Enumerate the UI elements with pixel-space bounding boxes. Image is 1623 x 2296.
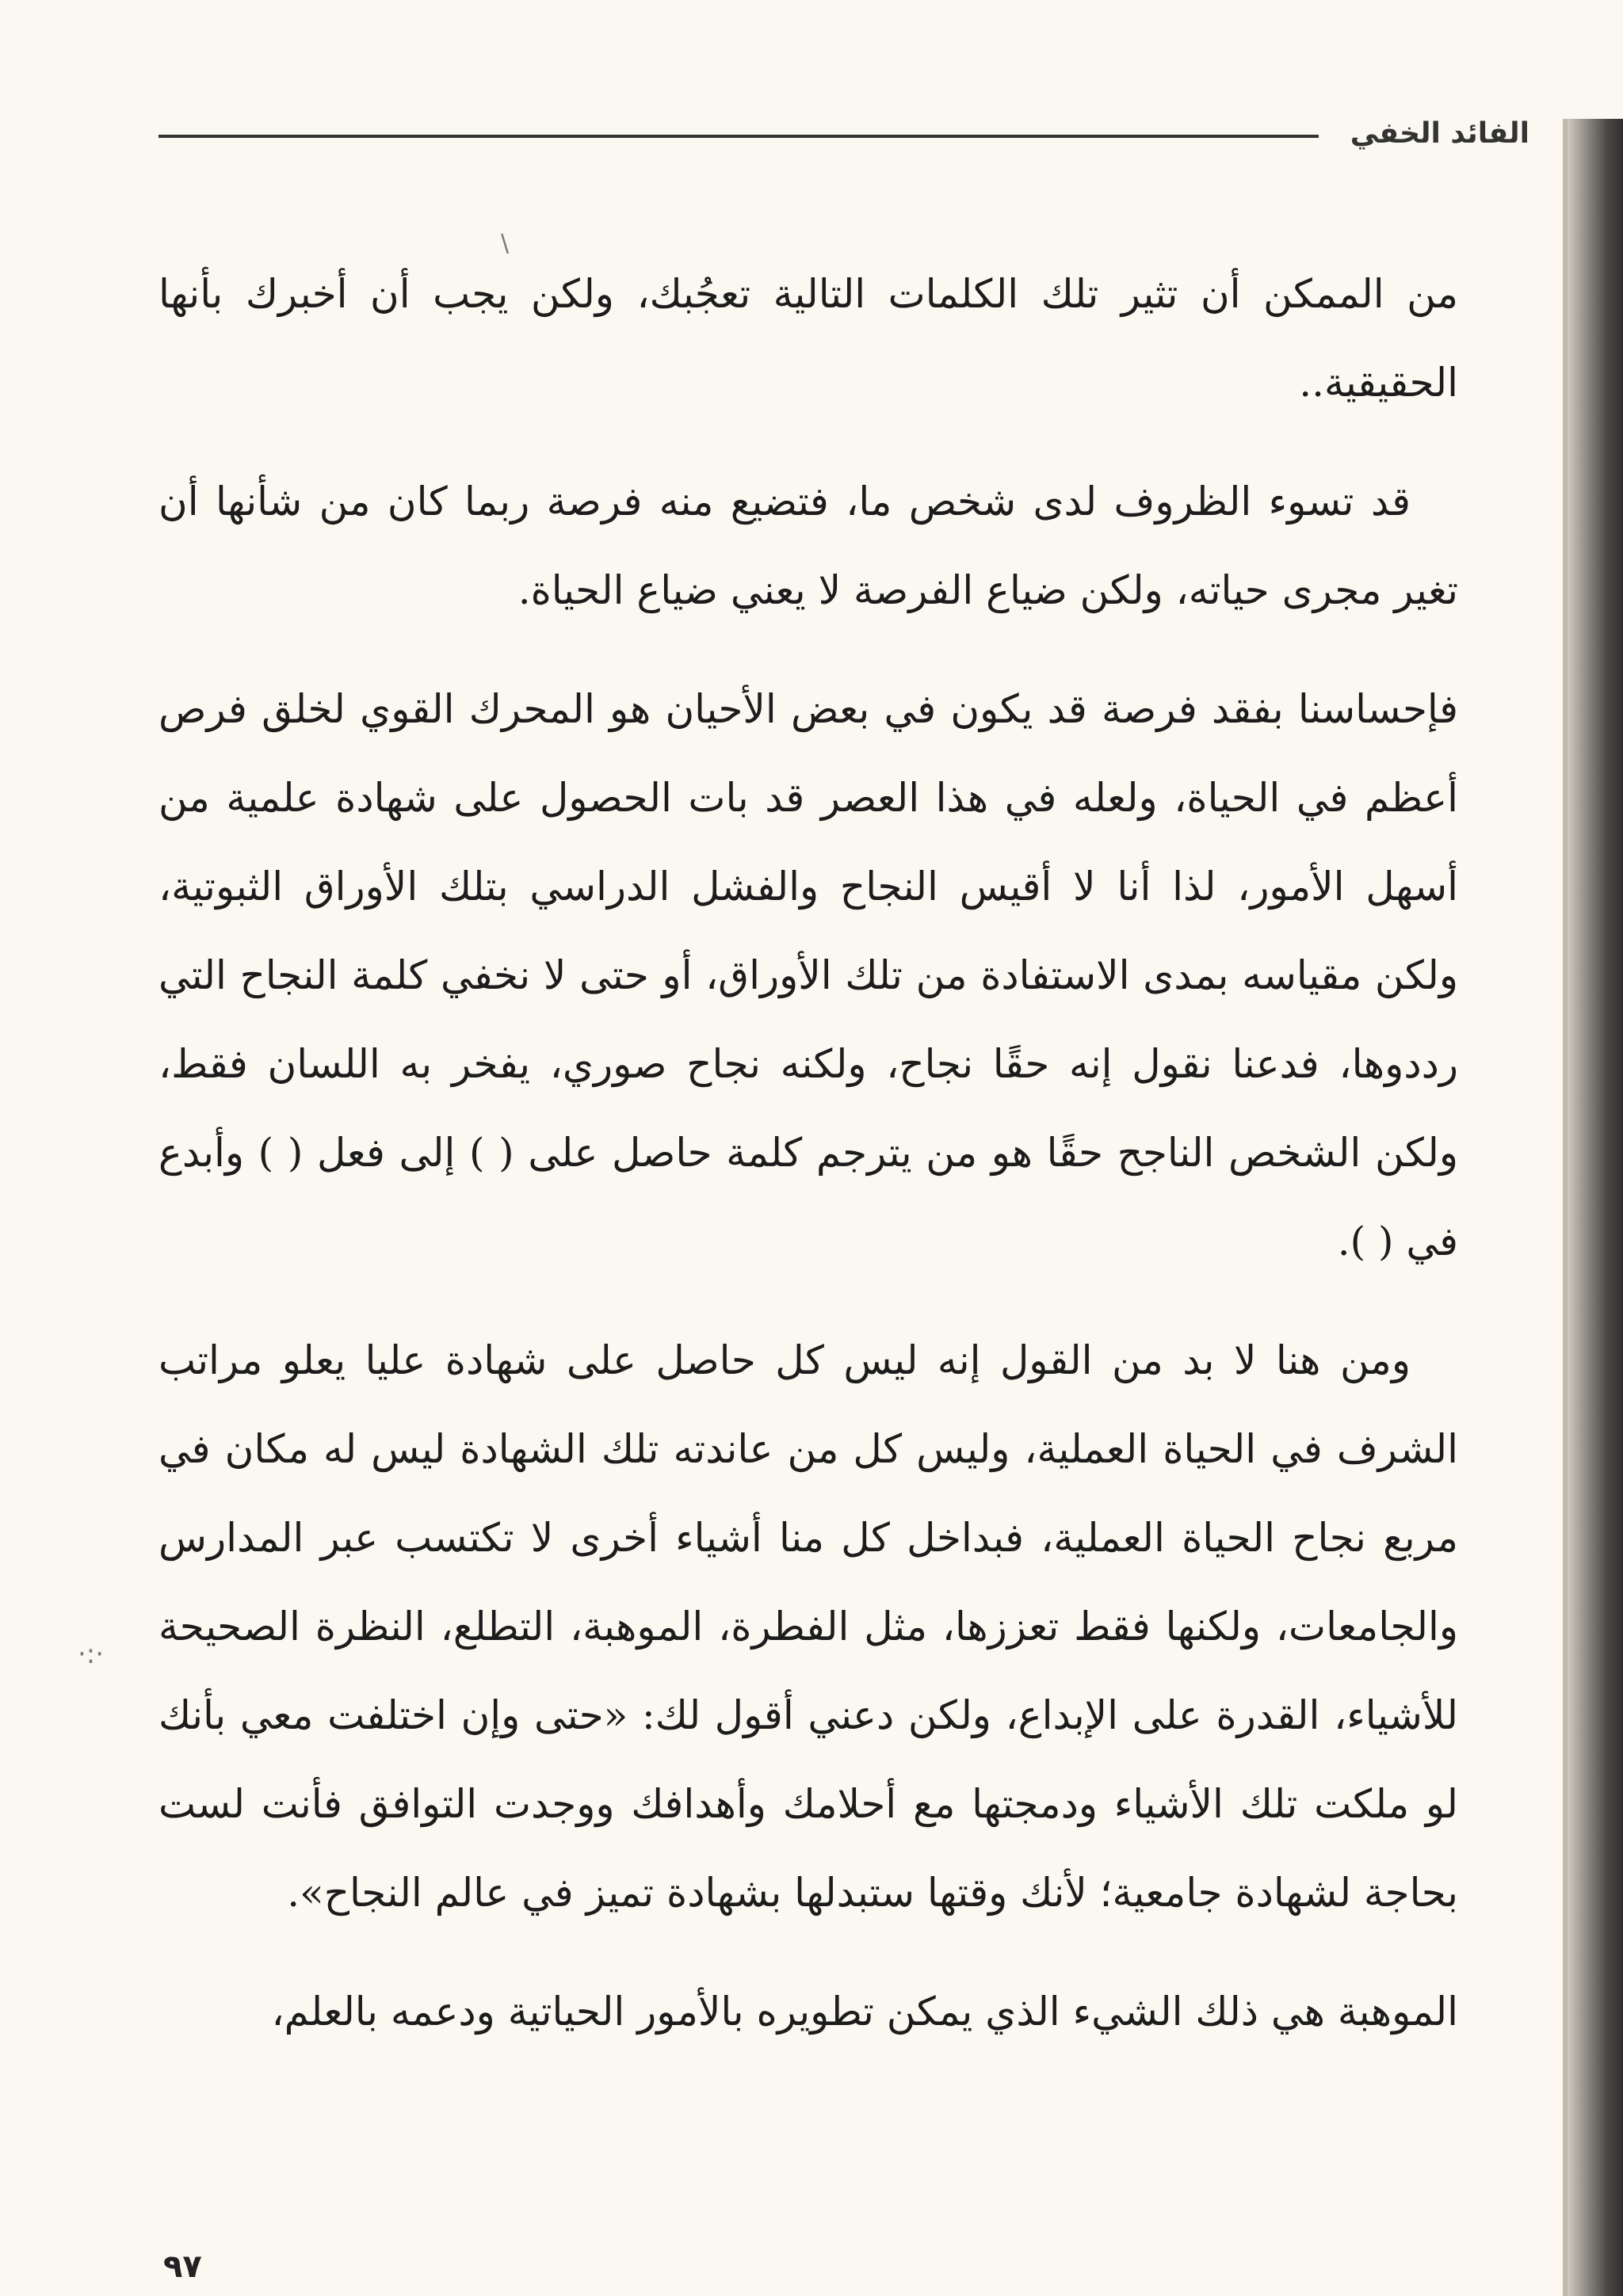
scan-speck: ·:· bbox=[78, 1638, 105, 1670]
paragraph: قد تسوء الظروف لدى شخص ما، فتضيع منه فرصة ربما كان من شأنها أن تغير مجرى حياته، ولكن ضياع الفرصة لا يعني ضياع الحياة. bbox=[158, 479, 1458, 613]
paragraph: من الممكن أن تثير تلك الكلمات التالية تعجُبك، ولكن يجب أن أخبرك بأنها الحقيقية.. bbox=[158, 271, 1458, 406]
page-number: ٩٧ bbox=[163, 2248, 202, 2285]
scan-speck: \ bbox=[501, 230, 510, 257]
header-rule bbox=[158, 135, 1319, 138]
header-title: الفائد الخفي bbox=[1350, 116, 1529, 150]
paragraph: ومن هنا لا بد من القول إنه ليس كل حاصل على شهادة عليا يعلو مراتب الشرف في الحياة العملية، وليس كل من عاندته تلك الشهادة ليس له مكان في مربع نجاح الحياة العملية، فبداخل كل منا أشياء أخرى لا تكتسب عبر المدارس والجامعات، ولكنها فقط تعززها، مثل الفطرة، الموهبة، التطلع، النظرة الصحيحة للأشياء، القدرة على الإبداع، ولكن دعني أقول لك: «حتى وإن اختلفت معي بأنك لو ملكت تلك الأشياء ودمجتها مع أحلامك وأهدافك ووجدت التوافق فأنت لست بحاجة لشهادة جامعية؛ لأنك وقتها ستبدلها بشهادة تميز في عالم النجاح». bbox=[158, 1337, 1458, 1916]
paragraph: فإحساسنا بفقد فرصة قد يكون في بعض الأحيان هو المحرك القوي لخلق فرص أعظم في الحياة، ولعله في هذا العصر قد بات الحصول على شهادة علمية من أسهل الأمور، لذا أنا لا أقيس النجاح والفشل الدراسي بتلك الأوراق الثبوتية، ولكن مقياسه بمدى الاستفادة من تلك الأوراق، أو حتى لا نخفي كلمة النجاح التي رددوها، فدعنا نقول إنه حقًا نجاح، ولكنه نجاح صوري، يفخر به اللسان فقط، ولكن الشخص الناجح حقًا هو من يترجم كلمة حاصل على ( ) إلى فعل ( ) وأبدع في ( ). bbox=[158, 686, 1458, 1264]
paragraph: الموهبة هي ذلك الشيء الذي يمكن تطويره بالأمور الحياتية ودعمه بالعلم، bbox=[271, 1989, 1458, 2035]
running-header bbox=[158, 109, 1529, 157]
book-spine bbox=[1568, 119, 1623, 2296]
page-body bbox=[158, 250, 1458, 2056]
